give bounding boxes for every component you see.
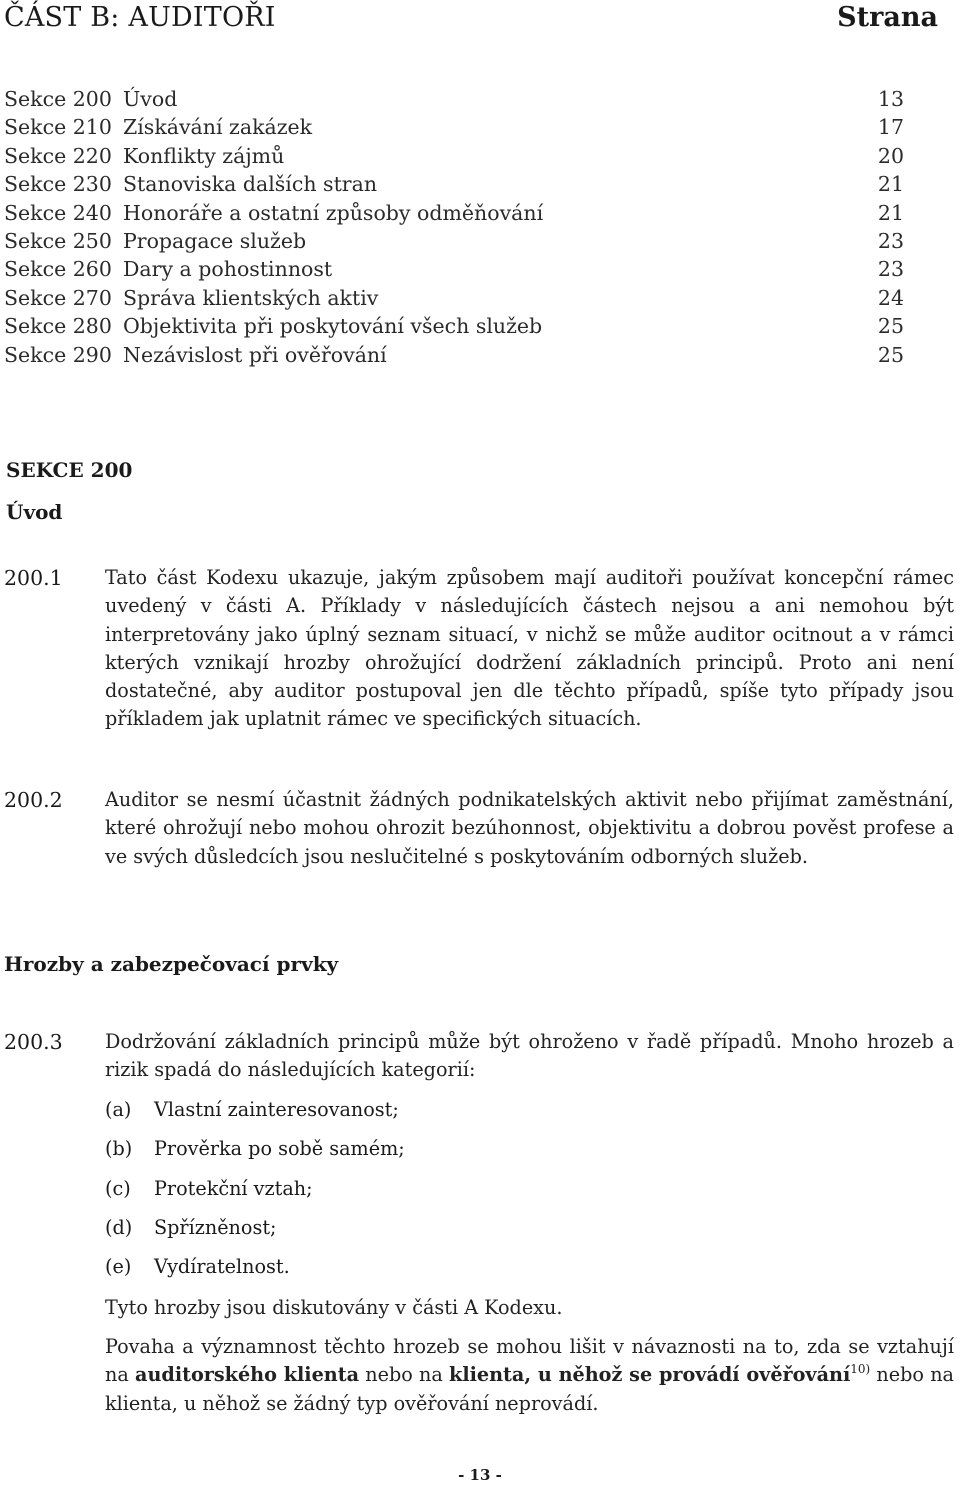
list-item bbox=[105, 1096, 945, 1135]
threat-list bbox=[105, 1096, 945, 1292]
toc-section-number: Sekce 270 bbox=[4, 285, 112, 310]
page-column-label: Strana bbox=[837, 2, 938, 33]
list-item-text: Spřízněnost; bbox=[154, 1215, 277, 1239]
list-item bbox=[105, 1175, 945, 1214]
toc-section-number: Sekce 230 bbox=[4, 172, 112, 197]
toc-section-title: Honoráře a ostatní způsoby odměňování bbox=[123, 200, 544, 225]
toc-section-number: Sekce 210 bbox=[4, 115, 112, 140]
toc-section-number: Sekce 280 bbox=[4, 314, 112, 339]
part-title: ČÁST B: AUDITOŘI bbox=[4, 2, 276, 33]
toc-row bbox=[4, 341, 904, 369]
toc-section-number: Sekce 200 bbox=[4, 87, 112, 111]
toc-row bbox=[4, 85, 904, 113]
page-header bbox=[4, 0, 938, 40]
list-item-label: (c) bbox=[105, 1176, 131, 1200]
paragraph-text: Dodržování základních principů může být ohroženo v řadě případů. Mnoho hrozeb a rizik spadá do následujících kategorií: bbox=[105, 1030, 954, 1082]
toc-page-number: 25 bbox=[877, 314, 904, 339]
toc-section-title: Dary a pohostinnost bbox=[123, 257, 333, 282]
list-item-text: Vlastní zainteresovanost; bbox=[154, 1098, 399, 1121]
toc-section-number: Sekce 250 bbox=[4, 228, 112, 253]
toc-section-number: Sekce 240 bbox=[4, 200, 112, 225]
toc-section-title: Propagace služeb bbox=[123, 228, 307, 253]
final-paragraph bbox=[105, 1333, 954, 1418]
toc-section-title: Objektivita při poskytování všech služeb bbox=[123, 314, 543, 339]
list-item-text: Vydíratelnost. bbox=[154, 1255, 290, 1279]
final-text-2: nebo na bbox=[359, 1363, 450, 1387]
toc-section-title: Konflikty zájmů bbox=[123, 143, 285, 168]
term-assurance-client: klienta, u něhož se provádí ověřování bbox=[449, 1363, 851, 1387]
toc-section-number: Sekce 220 bbox=[4, 143, 112, 168]
toc-row bbox=[4, 284, 904, 312]
final-text-3: nebo na klienta, u něhož se žádný typ ověřování neprovádí. bbox=[105, 1363, 954, 1415]
toc-section-title: Nezávislost při ověřování bbox=[123, 342, 387, 367]
list-item-text: Prověrka po sobě samém; bbox=[154, 1137, 405, 1161]
page-number-footer: - 13 - bbox=[458, 1466, 502, 1484]
toc-page-number: 20 bbox=[877, 143, 904, 168]
toc-section-title: Stanoviska dalších stran bbox=[123, 172, 378, 197]
threats-heading: Hrozby a zabezpečovací prvky bbox=[4, 952, 339, 976]
list-item-text: Protekční vztah; bbox=[154, 1176, 313, 1200]
paragraph-text: Auditor se nesmí účastnit žádných podnikatelských aktivit nebo přijímat zaměstnání, které ohrožují nebo mohou ohrozit bezúhonnost, objektivitu a dobrou pověst profese a ve svých důsledcích jsou neslučitelné s poskytováním odborných služeb. bbox=[105, 788, 954, 868]
toc-section-title: Správa klientských aktiv bbox=[123, 285, 379, 310]
toc-section-number: Sekce 290 bbox=[4, 342, 112, 367]
paragraph-200-1 bbox=[4, 564, 954, 764]
toc-section-title: Získávání zakázek bbox=[123, 115, 313, 140]
footnote-ref: 10) bbox=[850, 1362, 871, 1377]
after-list-text: Tyto hrozby jsou diskutovány v části A Kodexu. bbox=[105, 1296, 563, 1319]
toc-page-number: 13 bbox=[877, 87, 904, 111]
paragraph-200-2 bbox=[4, 786, 954, 906]
list-item-label: (b) bbox=[105, 1137, 133, 1161]
final-text-1: Povaha a významnost těchto hrozeb se mohou lišit v návaznosti na to, zda se vztahují na bbox=[105, 1335, 954, 1387]
toc-page-number: 25 bbox=[877, 342, 904, 367]
list-item-label: (d) bbox=[105, 1215, 133, 1239]
toc-page-number: 24 bbox=[877, 285, 904, 310]
list-item-label: (a) bbox=[105, 1098, 132, 1121]
toc-page-number: 17 bbox=[877, 115, 904, 140]
toc-page-number: 23 bbox=[877, 228, 904, 253]
list-item bbox=[105, 1214, 945, 1253]
toc-page-number: 21 bbox=[877, 172, 904, 197]
toc-page-number: 23 bbox=[877, 257, 904, 282]
paragraph-200-3 bbox=[4, 1028, 954, 1088]
paragraph-number: 200.2 bbox=[4, 788, 63, 812]
paragraph-number: 200.3 bbox=[4, 1030, 63, 1054]
toc-row bbox=[4, 170, 904, 198]
paragraph-text: Tato část Kodexu ukazuje, jakým způsobem mají auditoři používat koncepční rámec uvedený v části A. Příklady v následujících částech nejsou a ani nemohou být interpretovány jako úplný seznam situací, v nichž se může auditor ocitnout a v rámci kterých vznikají hrozby ohrožující dodržení základních principů. Proto ani není dostatečné, aby auditor postupoval jen dle těchto případů, spíše tyto případy jsou příkladem jak uplatnit rámec ve specifických situacích. bbox=[105, 566, 954, 731]
section-subheading: Úvod bbox=[6, 500, 63, 524]
toc-section-number: Sekce 260 bbox=[4, 257, 112, 282]
toc-row bbox=[4, 113, 904, 141]
toc-row bbox=[4, 312, 904, 340]
list-item-label: (e) bbox=[105, 1255, 132, 1279]
toc-section-title: Úvod bbox=[123, 87, 178, 111]
list-item bbox=[105, 1253, 945, 1292]
toc-row bbox=[4, 199, 904, 227]
toc-page-number: 21 bbox=[877, 200, 904, 225]
toc-row bbox=[4, 227, 904, 255]
table-of-contents bbox=[4, 85, 904, 369]
term-auditor-client: auditorského klienta bbox=[135, 1363, 360, 1387]
list-item bbox=[105, 1135, 945, 1174]
paragraph-number: 200.1 bbox=[4, 566, 63, 590]
section-heading: SEKCE 200 bbox=[6, 458, 133, 482]
toc-row bbox=[4, 142, 904, 170]
toc-row bbox=[4, 255, 904, 283]
